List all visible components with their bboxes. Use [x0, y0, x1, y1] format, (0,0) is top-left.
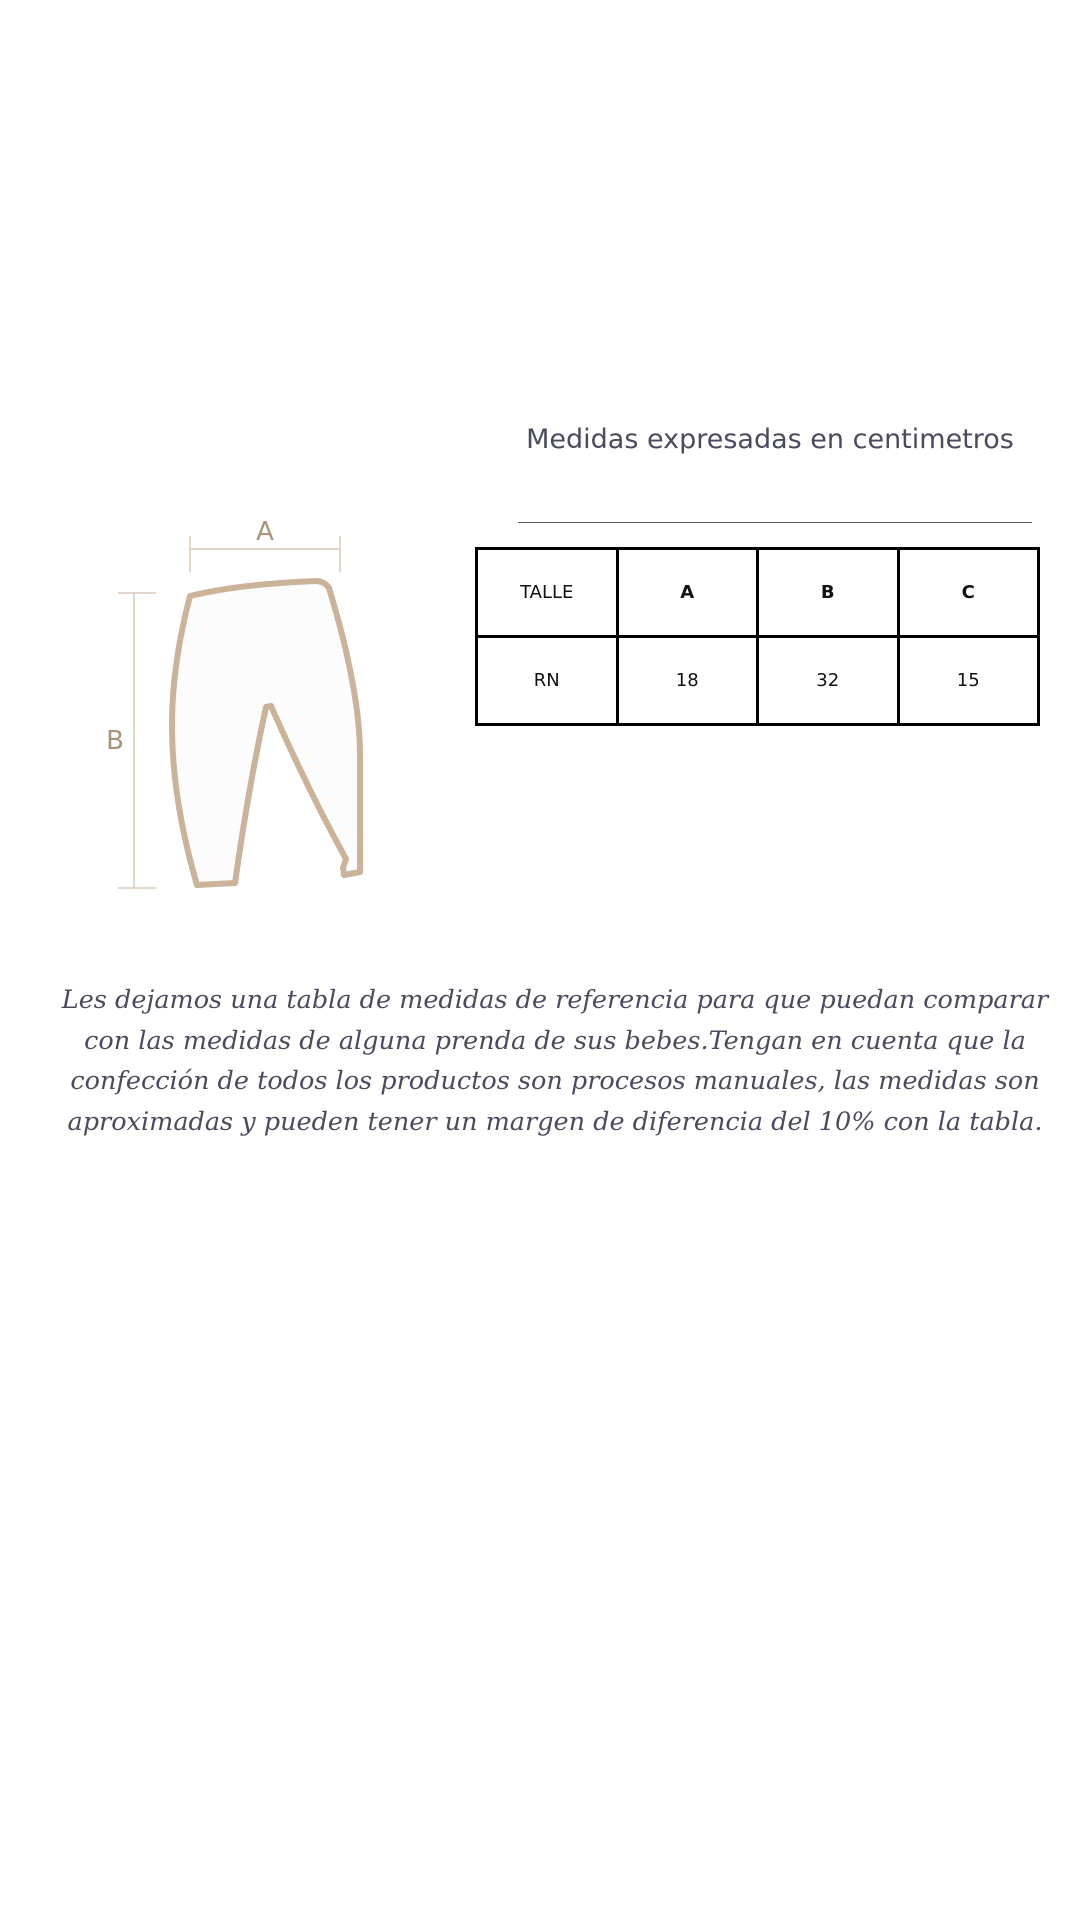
baby-pants-icon — [172, 581, 360, 885]
cell-b: 32 — [758, 637, 899, 725]
table-header-row — [477, 549, 1039, 637]
title-divider — [518, 522, 1032, 523]
label-b: B — [106, 726, 124, 756]
cell-c: 15 — [898, 637, 1039, 725]
reference-note: Les dejamos una tabla de medidas de referencia para que puedan comparar con las medidas de alguna prenda de sus bebes.Tengan en cuenta que la confección de todos los productos son procesos manuales, las medidas son aproximadas y pueden tener un margen de diferencia del 10% con la tabla. — [61, 985, 1049, 1137]
cell-a: 18 — [617, 637, 758, 725]
header-cell-talle: TALLE — [477, 549, 618, 637]
pants-measurement-diagram — [90, 500, 410, 910]
table-row — [477, 637, 1039, 725]
header-cell-a: A — [617, 549, 758, 637]
header-cell-c: C — [898, 549, 1039, 637]
label-a: A — [256, 517, 274, 547]
header-cell-b: B — [758, 549, 899, 637]
table-title: Medidas expresadas en centimetros — [526, 424, 1014, 455]
cell-talle: RN — [477, 637, 618, 725]
size-table — [475, 547, 1040, 726]
